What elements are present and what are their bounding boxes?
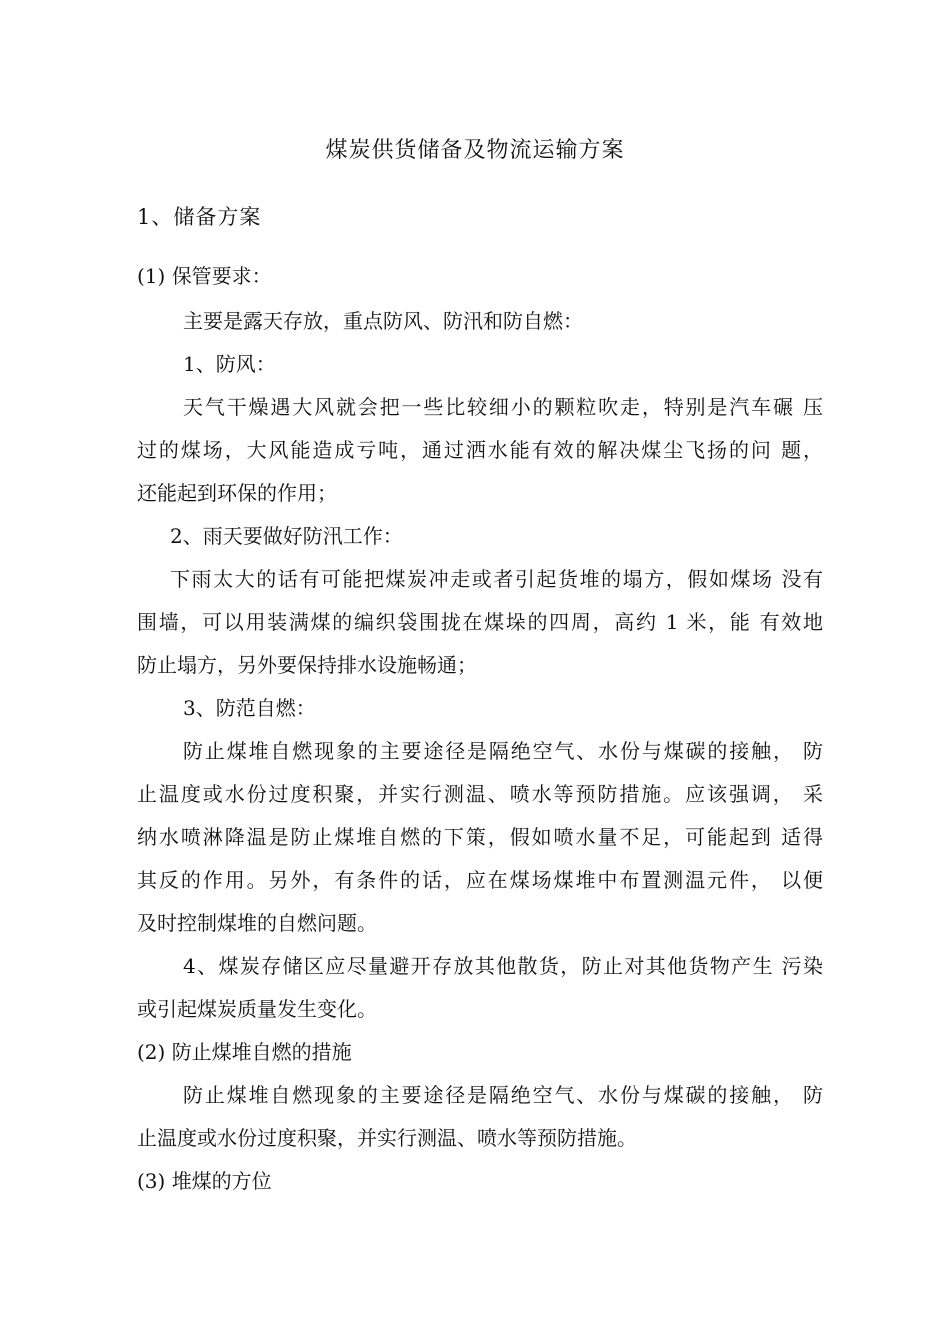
- paragraph-line: 及时控制煤堆的自燃问题。: [137, 911, 377, 935]
- paragraph-line: 或引起煤炭质量发生变化。: [137, 997, 377, 1021]
- paragraph-line: 止温度或水份过度积聚，并实行测温、喷水等预防措施。: [137, 1126, 637, 1150]
- item-1-label: (1) 保管要求：: [137, 264, 272, 288]
- paragraph-line: 天气干燥遇大风就会把一些比较细小的颗粒吹走，特别是汽车碾 压: [183, 395, 823, 419]
- section-heading: 1、储备方案: [137, 205, 262, 229]
- item-3-label: (3) 堆煤的方位: [137, 1169, 272, 1193]
- item-1-intro: 主要是露天存放，重点防风、防汛和防自燃：: [183, 309, 583, 333]
- paragraph-line: 防止煤堆自燃现象的主要途径是隔绝空气、水份与煤碳的接触， 防: [183, 739, 823, 763]
- sub-1-label: 1、防风：: [183, 352, 276, 376]
- document-title: 煤炭供货储备及物流运输方案: [325, 138, 625, 163]
- paragraph-line: 纳水喷淋降温是防止煤堆自燃的下策，假如喷水量不足，可能起到 适得: [137, 825, 823, 849]
- paragraph-line: 4、煤炭存储区应尽量避开存放其他散货，防止对其他货物产生 污染: [183, 954, 823, 978]
- paragraph-line: 止温度或水份过度积聚，并实行测温、喷水等预防措施。应该强调， 采: [137, 782, 823, 806]
- paragraph-line: 下雨太大的话有可能把煤炭冲走或者引起货堆的塌方，假如煤场 没有: [170, 567, 823, 591]
- sub-2-label: 2、雨天要做好防汛工作：: [170, 524, 403, 548]
- item-2-label: (2) 防止煤堆自燃的措施: [137, 1040, 352, 1064]
- paragraph-line: 其反的作用。另外，有条件的话，应在煤场煤堆中布置测温元件， 以便: [137, 868, 823, 892]
- paragraph-line: 还能起到环保的作用；: [137, 481, 337, 505]
- paragraph-line: 围墙，可以用装满煤的编织袋围拢在煤垛的四周，高约 1 米，能 有效地: [137, 610, 823, 634]
- paragraph-line: 过的煤场，大风能造成亏吨，通过洒水能有效的解决煤尘飞扬的问 题，: [137, 438, 823, 462]
- paragraph-line: 防止煤堆自燃现象的主要途径是隔绝空气、水份与煤碳的接触， 防: [183, 1083, 823, 1107]
- paragraph-line: 防止塌方，另外要保持排水设施畅通；: [137, 653, 477, 677]
- sub-3-label: 3、防范自燃：: [183, 696, 316, 720]
